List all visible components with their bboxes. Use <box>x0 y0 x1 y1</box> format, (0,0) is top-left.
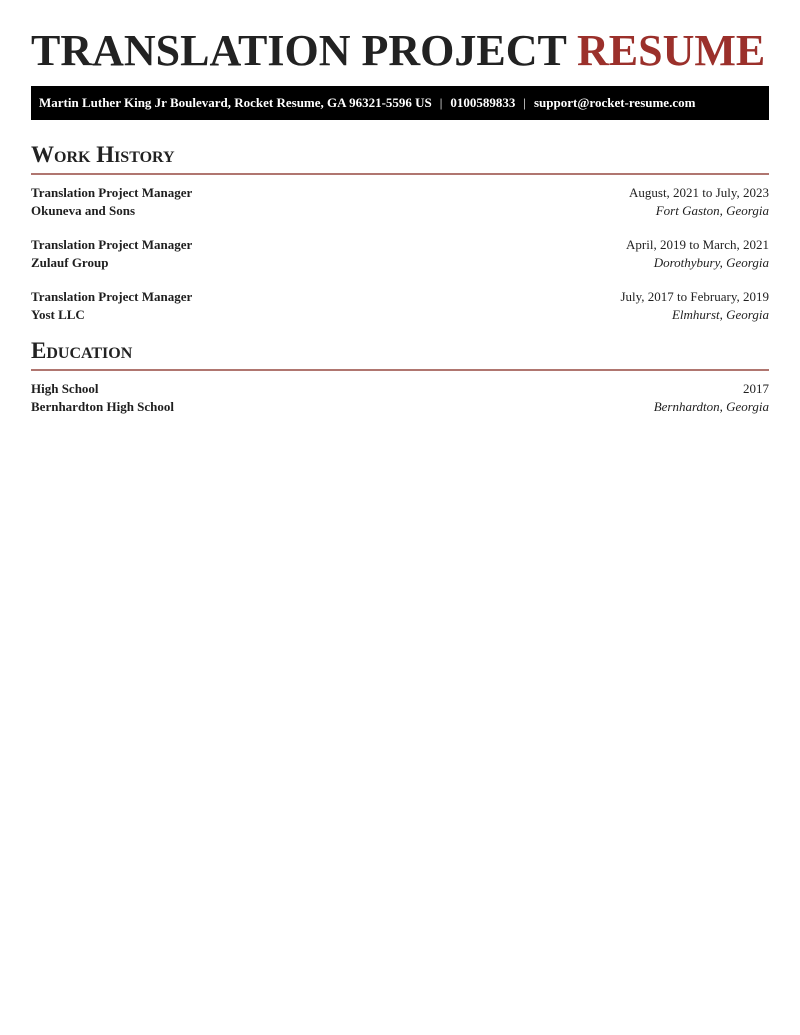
job-dates: April, 2019 to March, 2021 <box>626 237 769 252</box>
job-dates: August, 2021 to July, 2023 <box>629 185 769 200</box>
education-list <box>31 380 769 416</box>
title-main: TRANSLATION PROJECT <box>31 26 567 75</box>
title-accent: RESUME <box>577 26 766 75</box>
job-location: Dorothybury, Georgia <box>653 255 769 270</box>
contact-address: Martin Luther King Jr Boulevard, Rocket Resume, GA 96321-5596 US <box>39 95 432 110</box>
work-entry-top-row <box>31 184 769 202</box>
education-heading: Education <box>31 338 769 371</box>
job-dates: July, 2017 to February, 2019 <box>620 289 769 304</box>
education-section <box>31 338 769 416</box>
work-entry-bottom-row <box>31 306 769 324</box>
work-entry-bottom-row <box>31 254 769 272</box>
school-location: Bernhardton, Georgia <box>653 399 769 414</box>
work-history-section <box>31 142 769 324</box>
work-entry-top-row <box>31 236 769 254</box>
job-title: Translation Project Manager <box>31 185 193 200</box>
degree-name: High School <box>31 381 99 396</box>
contact-phone: 0100589833 <box>450 95 516 110</box>
job-location: Elmhurst, Georgia <box>671 307 769 322</box>
education-entry-bottom-row <box>31 398 769 416</box>
work-history-list <box>31 184 769 324</box>
company-name: Okuneva and Sons <box>31 203 136 218</box>
work-entry-top-row <box>31 288 769 306</box>
work-entry-bottom-row <box>31 202 769 220</box>
company-name: Zulauf Group <box>31 255 109 270</box>
work-entry <box>31 184 769 220</box>
graduation-year: 2017 <box>743 381 769 396</box>
contact-email: support@rocket-resume.com <box>533 95 696 110</box>
education-entry-top-row <box>31 380 769 398</box>
job-title: Translation Project Manager <box>31 237 193 252</box>
contact-separator: | <box>523 95 526 110</box>
resume-title <box>31 28 769 74</box>
school-name: Bernhardton High School <box>31 399 175 414</box>
job-title: Translation Project Manager <box>31 289 193 304</box>
contact-separator: | <box>439 95 443 110</box>
work-history-heading: Work History <box>31 142 769 175</box>
company-name: Yost LLC <box>31 307 85 322</box>
education-entry <box>31 380 769 416</box>
job-location: Fort Gaston, Georgia <box>655 203 769 218</box>
work-entry <box>31 236 769 272</box>
contact-bar <box>31 86 769 120</box>
work-entry <box>31 288 769 324</box>
